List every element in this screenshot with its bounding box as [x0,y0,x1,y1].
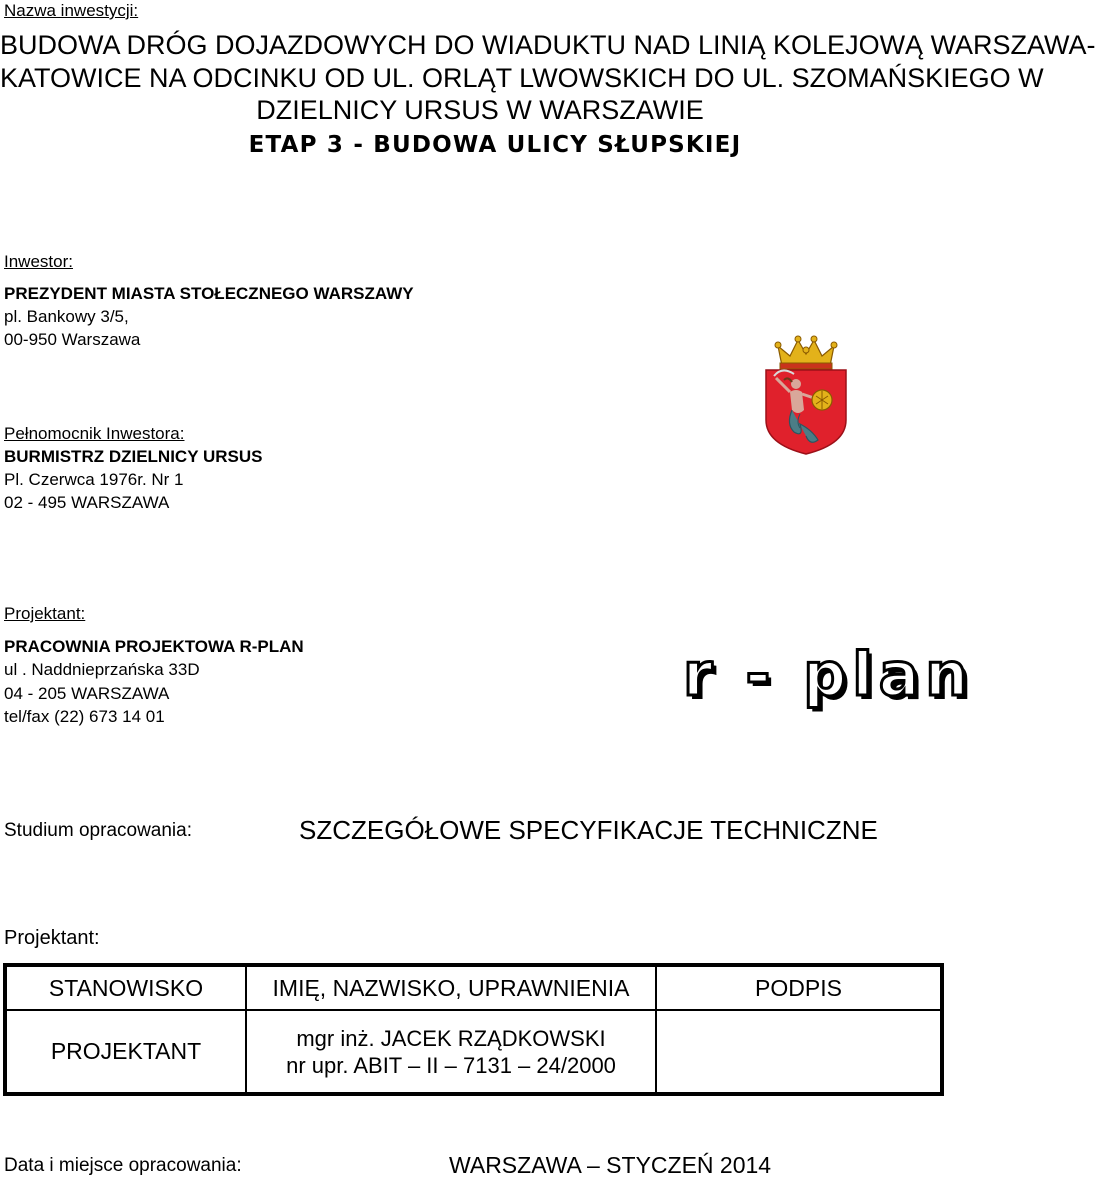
study-value: SZCZEGÓŁOWE SPECYFIKACJE TECHNICZNE [299,815,878,845]
warsaw-coat-of-arms-icon [760,336,852,456]
cell-name-line-2: nr upr. ABIT – II – 7131 – 24/2000 [286,1052,616,1078]
designer-office-label: Projektant: [4,604,86,623]
investor-address-2: 00-950 Warszawa [4,330,141,349]
cell-position: PROJEKTANT [5,1010,246,1094]
cell-name-line-1: mgr inż. JACEK RZĄDKOWSKI [296,1025,606,1051]
designer-office-phone: tel/fax (22) 673 14 01 [4,707,165,726]
investment-label: Nazwa inwestycji: [4,1,139,20]
study-label: Studium opracowania: [4,820,192,841]
designer-table [3,963,944,1096]
place-date-value: WARSZAWA – STYCZEŃ 2014 [449,1152,772,1178]
designer-office-address-2: 04 - 205 WARSZAWA [4,684,170,703]
investor-address-1: pl. Bankowy 3/5, [4,307,129,326]
proxy-address-1: Pl. Czerwca 1976r. Nr 1 [4,470,184,489]
place-date-label: Data i miejsce opracowania: [4,1155,242,1176]
investor-name: PREZYDENT MIASTA STOŁECZNEGO WARSZAWY [4,284,414,303]
designer-office-name: PRACOWNIA PROJEKTOWA R-PLAN [4,637,304,656]
cell-name [246,1010,656,1094]
investment-title-line-1: BUDOWA DRÓG DOJAZDOWYCH DO WIADUKTU NAD LINIĄ KOLEJOWĄ WARSZAWA- [0,30,1096,60]
header-name: IMIĘ, NAZWISKO, UPRAWNIENIA [246,965,656,1010]
designer-table-label: Projektant: [4,927,100,949]
proxy-address-2: 02 - 495 WARSZAWA [4,493,170,512]
investment-title-line-2: KATOWICE NA ODCINKU OD UL. ORLĄT LWOWSKICH DO UL. SZOMAŃSKIEGO W [0,63,1044,93]
investor-label: Inwestor: [4,252,73,271]
header-position: STANOWISKO [5,965,246,1010]
crown-icon [775,336,837,369]
proxy-name: BURMISTRZ DZIELNICY URSUS [4,447,263,466]
r-plan-logo: r - plan [683,640,974,710]
investment-stage: ETAP 3 - BUDOWA ULICY SŁUPSKIEJ [248,132,742,158]
header-signature: PODPIS [656,965,942,1010]
proxy-label: Pełnomocnik Inwestora: [4,424,185,443]
designer-office-address-1: ul . Naddnieprzańska 33D [4,660,200,679]
investment-title-line-3: DZIELNICY URSUS W WARSZAWIE [256,95,704,125]
cell-signature [656,1010,942,1094]
